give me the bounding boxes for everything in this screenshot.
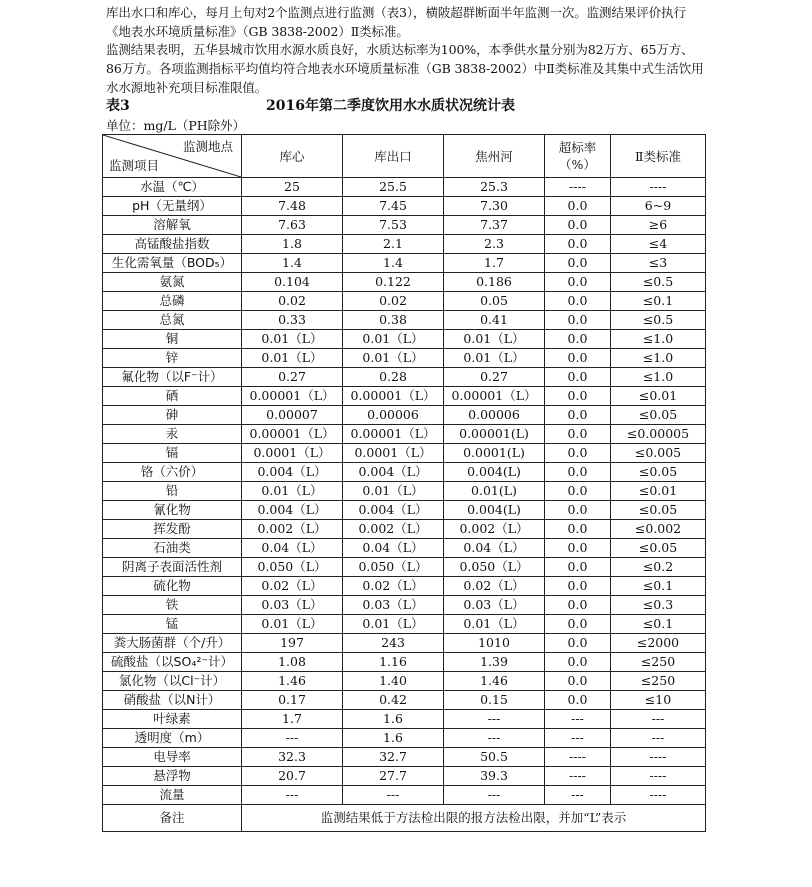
header-corner-location: 监测地点 [182, 139, 233, 154]
cell-exceed-rate: 0.0 [545, 672, 611, 691]
cell-jiaozhou-river: 0.004(L) [444, 501, 545, 520]
cell-item: 生化需氧量（BOD₅） [103, 254, 242, 273]
header-col-outlet: 库出口 [343, 135, 444, 178]
table-row [103, 558, 706, 577]
table-row [103, 368, 706, 387]
table-row [103, 653, 706, 672]
cell-item: 硒 [103, 387, 242, 406]
paragraph-monitoring-method: 库出水口和库心，每月上旬对2个监测点进行监测（表3），横陂超群断面半年监测一次。监测结果评价执行《地表水环境质量标准》（GB 3838-2002）Ⅱ类标准。 [106, 5, 686, 39]
table-row [103, 672, 706, 691]
cell-item: 锌 [103, 349, 242, 368]
header-col-exceed-rate-text: 超标率 （%） [558, 140, 597, 172]
table-row [103, 425, 706, 444]
cell-outlet: 0.004（L） [343, 501, 444, 520]
cell-outlet: 0.02 [343, 292, 444, 311]
table-row [103, 786, 706, 805]
cell-jiaozhou-river: --- [444, 786, 545, 805]
cell-item: 硫酸盐（以SO₄²⁻计） [103, 653, 242, 672]
cell-standard: ≤2000 [611, 634, 706, 653]
table-row [103, 596, 706, 615]
cell-standard: ≤0.00005 [611, 425, 706, 444]
cell-outlet: 0.122 [343, 273, 444, 292]
cell-exceed-rate: 0.0 [545, 273, 611, 292]
table-row [103, 691, 706, 710]
cell-item: 铅 [103, 482, 242, 501]
cell-exceed-rate: 0.0 [545, 577, 611, 596]
cell-item: 溶解氧 [103, 216, 242, 235]
cell-item: 砷 [103, 406, 242, 425]
cell-exceed-rate: 0.0 [545, 501, 611, 520]
cell-standard: ≤0.5 [611, 273, 706, 292]
cell-kuxin: 0.04（L） [242, 539, 343, 558]
cell-kuxin: 7.63 [242, 216, 343, 235]
cell-exceed-rate: 0.0 [545, 425, 611, 444]
cell-jiaozhou-river: 1.7 [444, 254, 545, 273]
cell-standard: ≤0.1 [611, 615, 706, 634]
cell-jiaozhou-river: --- [444, 710, 545, 729]
cell-jiaozhou-river: 0.002（L） [444, 520, 545, 539]
paragraph-monitoring-results: 监测结果表明，五华县城市饮用水源水质良好，水质达标率为100%，本季供水量分别为82万方、65万方、86万方。各项监测指标平均值均符合地表水环境质量标准（GB 3838-2002）中Ⅱ类标准及其集中式生活饮用水水源地补充项目标准限值。 [106, 42, 704, 95]
cell-kuxin: 0.00001（L） [242, 425, 343, 444]
cell-exceed-rate: 0.0 [545, 406, 611, 425]
cell-standard: --- [611, 729, 706, 748]
cell-outlet: 0.02（L） [343, 577, 444, 596]
table-row [103, 273, 706, 292]
cell-jiaozhou-river: --- [444, 729, 545, 748]
cell-kuxin: 0.002（L） [242, 520, 343, 539]
cell-jiaozhou-river: 0.04（L） [444, 539, 545, 558]
cell-jiaozhou-river: 0.0001(L) [444, 444, 545, 463]
cell-outlet: 7.45 [343, 197, 444, 216]
cell-kuxin: 0.0001（L） [242, 444, 343, 463]
cell-exceed-rate: --- [545, 786, 611, 805]
cell-item: 总氮 [103, 311, 242, 330]
cell-item: 氯化物（以Cl⁻计） [103, 672, 242, 691]
cell-jiaozhou-river: 7.30 [444, 197, 545, 216]
cell-standard: ---- [611, 748, 706, 767]
cell-standard: ≤250 [611, 672, 706, 691]
cell-kuxin: 1.08 [242, 653, 343, 672]
cell-outlet: 0.01（L） [343, 330, 444, 349]
cell-outlet: 0.0001（L） [343, 444, 444, 463]
cell-item: 镉 [103, 444, 242, 463]
cell-kuxin: 0.17 [242, 691, 343, 710]
cell-jiaozhou-river: 50.5 [444, 748, 545, 767]
cell-jiaozhou-river: 39.3 [444, 767, 545, 786]
cell-item: 硫化物 [103, 577, 242, 596]
cell-exceed-rate: 0.0 [545, 463, 611, 482]
table-row [103, 444, 706, 463]
cell-exceed-rate: ---- [545, 767, 611, 786]
cell-exceed-rate: 0.0 [545, 691, 611, 710]
cell-exceed-rate: 0.0 [545, 596, 611, 615]
table-row [103, 520, 706, 539]
cell-kuxin: 0.004（L） [242, 463, 343, 482]
cell-jiaozhou-river: 0.00006 [444, 406, 545, 425]
cell-exceed-rate: 0.0 [545, 520, 611, 539]
header-col-standard: Ⅱ类标准 [611, 135, 706, 178]
cell-kuxin: 197 [242, 634, 343, 653]
table-row [103, 767, 706, 786]
cell-exceed-rate: 0.0 [545, 235, 611, 254]
header-col-jiaozhou-river: 焦州河 [444, 135, 545, 178]
cell-item: 叶绿素 [103, 710, 242, 729]
cell-standard: --- [611, 710, 706, 729]
cell-kuxin: 20.7 [242, 767, 343, 786]
table-row [103, 235, 706, 254]
cell-item: 电导率 [103, 748, 242, 767]
cell-outlet: 27.7 [343, 767, 444, 786]
cell-standard: ≤1.0 [611, 330, 706, 349]
cell-standard: ---- [611, 786, 706, 805]
cell-kuxin: 0.104 [242, 273, 343, 292]
cell-standard: ≤0.3 [611, 596, 706, 615]
cell-kuxin: 0.02（L） [242, 577, 343, 596]
table-row [103, 349, 706, 368]
cell-jiaozhou-river: 0.15 [444, 691, 545, 710]
table-row [103, 463, 706, 482]
cell-jiaozhou-river: 0.01（L） [444, 349, 545, 368]
cell-kuxin: --- [242, 729, 343, 748]
cell-kuxin: 32.3 [242, 748, 343, 767]
cell-outlet: 0.01（L） [343, 349, 444, 368]
cell-standard: ≤0.5 [611, 311, 706, 330]
cell-jiaozhou-river: 0.186 [444, 273, 545, 292]
cell-kuxin: 1.7 [242, 710, 343, 729]
cell-outlet: 7.53 [343, 216, 444, 235]
cell-jiaozhou-river: 1.39 [444, 653, 545, 672]
cell-kuxin: 0.01（L） [242, 349, 343, 368]
cell-exceed-rate: ---- [545, 748, 611, 767]
cell-standard: ≤0.005 [611, 444, 706, 463]
table-row [103, 615, 706, 634]
cell-outlet: 0.00001（L） [343, 387, 444, 406]
cell-standard: ≤1.0 [611, 368, 706, 387]
cell-kuxin: 1.46 [242, 672, 343, 691]
cell-exceed-rate: 0.0 [545, 653, 611, 672]
cell-jiaozhou-river: 0.01(L) [444, 482, 545, 501]
cell-exceed-rate: 0.0 [545, 387, 611, 406]
cell-kuxin: 25 [242, 178, 343, 197]
cell-outlet: 0.03（L） [343, 596, 444, 615]
table-row [103, 254, 706, 273]
cell-outlet: 2.1 [343, 235, 444, 254]
cell-standard: ≤0.01 [611, 482, 706, 501]
cell-jiaozhou-river: 1.46 [444, 672, 545, 691]
cell-item: 阴离子表面活性剂 [103, 558, 242, 577]
cell-outlet: 0.004（L） [343, 463, 444, 482]
cell-jiaozhou-river: 1010 [444, 634, 545, 653]
cell-item: 粪大肠菌群（个/升） [103, 634, 242, 653]
header-col-exceed-rate [545, 135, 611, 178]
cell-item: 锰 [103, 615, 242, 634]
cell-exceed-rate: 0.0 [545, 292, 611, 311]
cell-jiaozhou-river: 0.01（L） [444, 615, 545, 634]
cell-kuxin: 0.33 [242, 311, 343, 330]
cell-item: 铜 [103, 330, 242, 349]
table-unit: 单位：mg/L（PH除外） [106, 118, 246, 133]
cell-standard: ≤0.002 [611, 520, 706, 539]
cell-outlet: 32.7 [343, 748, 444, 767]
cell-standard: ≤10 [611, 691, 706, 710]
table-row [103, 311, 706, 330]
cell-exceed-rate: 0.0 [545, 311, 611, 330]
cell-jiaozhou-river: 25.3 [444, 178, 545, 197]
cell-standard: ≤0.1 [611, 292, 706, 311]
cell-jiaozhou-river: 7.37 [444, 216, 545, 235]
cell-item: 氰化物 [103, 501, 242, 520]
cell-kuxin: 0.01（L） [242, 330, 343, 349]
table-row [103, 577, 706, 596]
table-title: 2016年第二季度饮用水水质状况统计表 [266, 98, 515, 114]
cell-kuxin: 0.03（L） [242, 596, 343, 615]
cell-item: 石油类 [103, 539, 242, 558]
cell-exceed-rate: 0.0 [545, 254, 611, 273]
cell-jiaozhou-river: 0.01（L） [444, 330, 545, 349]
cell-item: 硝酸盐（以N计） [103, 691, 242, 710]
cell-jiaozhou-river: 0.27 [444, 368, 545, 387]
table-row [103, 387, 706, 406]
cell-kuxin: 0.27 [242, 368, 343, 387]
cell-standard: ≤0.05 [611, 539, 706, 558]
cell-exceed-rate: 0.0 [545, 539, 611, 558]
table-row [103, 482, 706, 501]
cell-outlet: 0.04（L） [343, 539, 444, 558]
cell-exceed-rate: 0.0 [545, 368, 611, 387]
cell-exceed-rate: 0.0 [545, 558, 611, 577]
table-row [103, 748, 706, 767]
cell-outlet: 1.16 [343, 653, 444, 672]
cell-standard: ≤0.1 [611, 577, 706, 596]
cell-outlet: 0.002（L） [343, 520, 444, 539]
cell-exceed-rate: 0.0 [545, 482, 611, 501]
cell-exceed-rate: --- [545, 729, 611, 748]
cell-item: 透明度（m） [103, 729, 242, 748]
cell-standard: ≤250 [611, 653, 706, 672]
cell-outlet: 1.6 [343, 729, 444, 748]
table-row [103, 710, 706, 729]
cell-exceed-rate: 0.0 [545, 216, 611, 235]
cell-item: 悬浮物 [103, 767, 242, 786]
table-row [103, 634, 706, 653]
cell-outlet: 1.40 [343, 672, 444, 691]
table-row [103, 729, 706, 748]
cell-standard: ≤0.05 [611, 406, 706, 425]
table-caption [106, 95, 706, 115]
cell-outlet: 0.050（L） [343, 558, 444, 577]
cell-item: 汞 [103, 425, 242, 444]
cell-standard: ---- [611, 178, 706, 197]
cell-item: 高锰酸盐指数 [103, 235, 242, 254]
cell-jiaozhou-river: 0.03（L） [444, 596, 545, 615]
cell-exceed-rate: 0.0 [545, 197, 611, 216]
table-row [103, 330, 706, 349]
cell-item: 铬（六价） [103, 463, 242, 482]
cell-kuxin: 0.050（L） [242, 558, 343, 577]
cell-jiaozhou-river: 0.41 [444, 311, 545, 330]
cell-outlet: 25.5 [343, 178, 444, 197]
cell-item: 氨氮 [103, 273, 242, 292]
cell-outlet: 1.6 [343, 710, 444, 729]
cell-jiaozhou-river: 2.3 [444, 235, 545, 254]
cell-item: 水温（℃） [103, 178, 242, 197]
cell-exceed-rate: 0.0 [545, 349, 611, 368]
cell-exceed-rate: 0.0 [545, 634, 611, 653]
cell-kuxin: 1.8 [242, 235, 343, 254]
cell-kuxin: 0.004（L） [242, 501, 343, 520]
cell-kuxin: 0.01（L） [242, 615, 343, 634]
table-remark-row [103, 805, 706, 832]
cell-kuxin: 1.4 [242, 254, 343, 273]
cell-item: 挥发酚 [103, 520, 242, 539]
cell-jiaozhou-river: 0.05 [444, 292, 545, 311]
remark-text: 监测结果低于方法检出限的报方法检出限，并加“L”表示 [242, 805, 706, 832]
cell-kuxin: 0.00007 [242, 406, 343, 425]
remark-label: 备注 [103, 805, 242, 832]
cell-item: pH（无量纲） [103, 197, 242, 216]
cell-outlet: 0.28 [343, 368, 444, 387]
cell-standard: 6~9 [611, 197, 706, 216]
cell-outlet: 0.38 [343, 311, 444, 330]
table-row [103, 216, 706, 235]
cell-jiaozhou-river: 0.00001（L） [444, 387, 545, 406]
cell-item: 流量 [103, 786, 242, 805]
cell-outlet: 0.42 [343, 691, 444, 710]
header-corner-item: 监测项目 [109, 158, 160, 173]
cell-standard: ≤0.05 [611, 463, 706, 482]
cell-outlet: 0.01（L） [343, 482, 444, 501]
table-row [103, 197, 706, 216]
table-row [103, 501, 706, 520]
cell-jiaozhou-river: 0.050（L） [444, 558, 545, 577]
cell-jiaozhou-river: 0.00001(L) [444, 425, 545, 444]
cell-standard: ≥6 [611, 216, 706, 235]
cell-standard: ≤3 [611, 254, 706, 273]
header-col-kuxin: 库心 [242, 135, 343, 178]
cell-outlet: 1.4 [343, 254, 444, 273]
cell-kuxin: 0.01（L） [242, 482, 343, 501]
cell-kuxin: 7.48 [242, 197, 343, 216]
cell-exceed-rate: ---- [545, 178, 611, 197]
cell-outlet: 0.01（L） [343, 615, 444, 634]
cell-item: 铁 [103, 596, 242, 615]
cell-outlet: 243 [343, 634, 444, 653]
cell-kuxin: --- [242, 786, 343, 805]
cell-standard: ≤1.0 [611, 349, 706, 368]
cell-standard: ≤4 [611, 235, 706, 254]
cell-standard: ≤0.05 [611, 501, 706, 520]
table-row [103, 292, 706, 311]
cell-exceed-rate: 0.0 [545, 444, 611, 463]
cell-standard: ≤0.01 [611, 387, 706, 406]
table-row [103, 178, 706, 197]
cell-item: 总磷 [103, 292, 242, 311]
header-corner-cell [103, 135, 242, 178]
cell-outlet: --- [343, 786, 444, 805]
table-row [103, 539, 706, 558]
cell-standard: ≤0.2 [611, 558, 706, 577]
cell-jiaozhou-river: 0.02（L） [444, 577, 545, 596]
table-label: 表3 [106, 98, 130, 114]
cell-outlet: 0.00006 [343, 406, 444, 425]
cell-exceed-rate: 0.0 [545, 615, 611, 634]
cell-standard: ---- [611, 767, 706, 786]
cell-item: 氟化物（以F⁻计） [103, 368, 242, 387]
cell-jiaozhou-river: 0.004(L) [444, 463, 545, 482]
table-row [103, 406, 706, 425]
cell-kuxin: 0.02 [242, 292, 343, 311]
water-quality-table [102, 134, 706, 832]
cell-outlet: 0.00001（L） [343, 425, 444, 444]
cell-kuxin: 0.00001（L） [242, 387, 343, 406]
cell-exceed-rate: 0.0 [545, 330, 611, 349]
table-header-row [103, 135, 706, 178]
cell-exceed-rate: --- [545, 710, 611, 729]
